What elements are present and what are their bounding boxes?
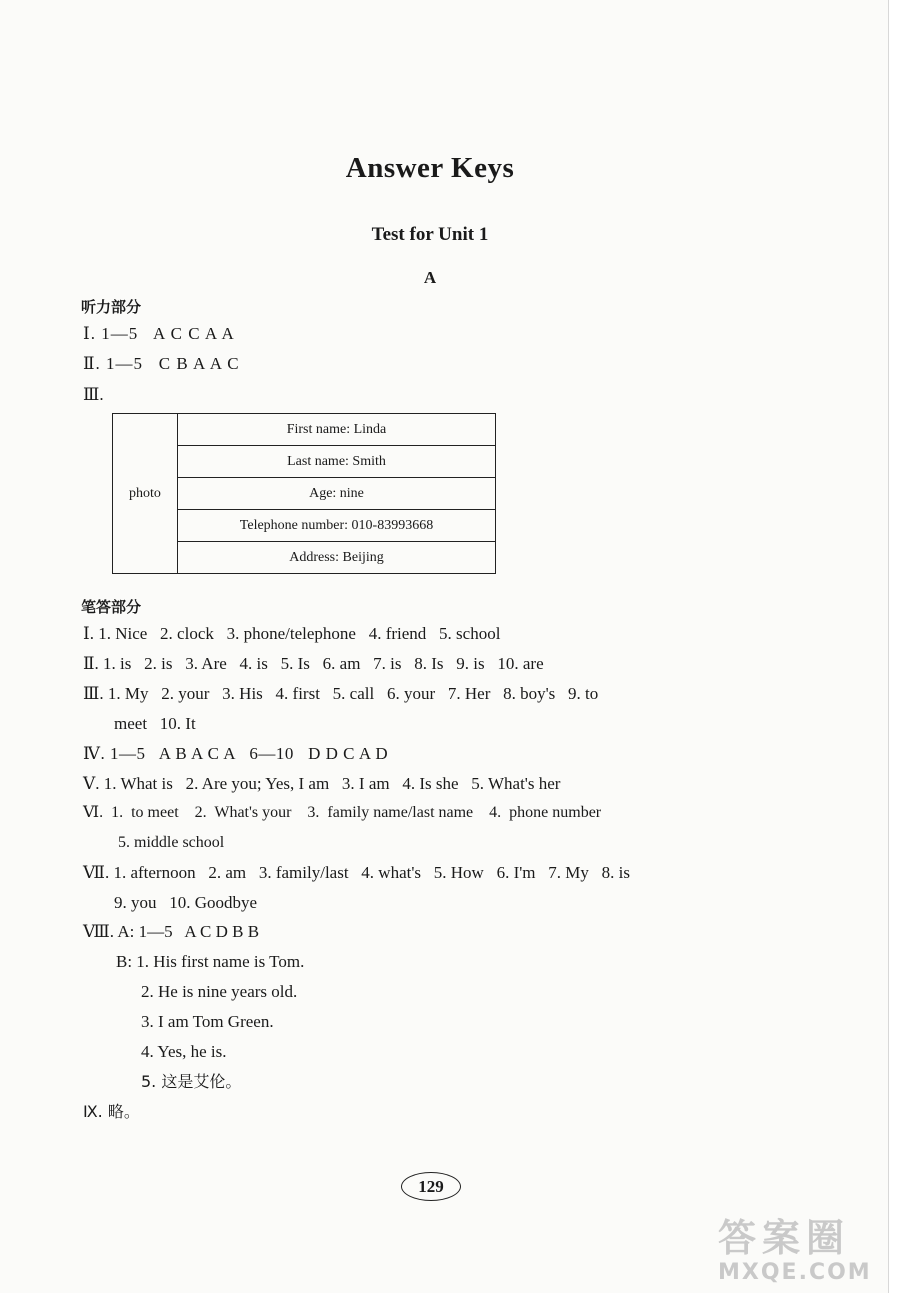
answer-line: 5. 这是艾伦。 — [141, 1072, 242, 1091]
test-title: Test for Unit 1 — [371, 224, 489, 245]
answer-line: B: 1. His first name is Tom. — [116, 952, 305, 971]
part-label: A — [423, 268, 437, 287]
table-row: First name: Linda — [178, 414, 496, 446]
photo-cell: photo — [113, 414, 178, 574]
answer-line: Ⅳ. 1—5 A B A C A 6—10 D D C A D — [83, 744, 389, 763]
answer-line: Ⅴ. 1. What is 2. Are you; Yes, I am 3. I am 4. Is she 5. What's her — [83, 774, 561, 793]
answer-line: Ⅲ. 1. My 2. your 3. His 4. first 5. call 6. your 7. Her 8. boy's 9. to — [83, 684, 599, 703]
answer-line: Ⅸ. 略。 — [83, 1102, 140, 1121]
answer-line: 9. you 10. Goodbye — [114, 893, 258, 912]
answer-line: Ⅶ. 1. afternoon 2. am 3. family/last 4. what's 5. How 6. I'm 7. My 8. is — [83, 863, 630, 882]
watermark-logo — [718, 1216, 886, 1288]
answer-line: Ⅷ. A: 1—5 A C D B B — [83, 922, 260, 941]
table-row: Telephone number: 010-83993668 — [178, 510, 496, 542]
page-edge — [888, 0, 900, 1293]
written-heading: 笔答部分 — [81, 598, 142, 616]
listening-line: Ⅱ. 1—5 C B A A C — [83, 354, 240, 373]
page-number: 129 — [401, 1172, 461, 1201]
table-row: Last name: Smith — [178, 446, 496, 478]
answer-line: Ⅱ. 1. is 2. is 3. Are 4. is 5. Is 6. am 7. is 8. Is 9. is 10. are — [83, 654, 544, 673]
table-row: Address: Beijing — [178, 542, 496, 574]
watermark-text: 答案圈 — [718, 1216, 851, 1260]
page-title: Answer Keys — [345, 152, 515, 184]
answer-line: 2. He is nine years old. — [141, 982, 298, 1001]
watermark-url: MXQE.COM — [718, 1260, 872, 1285]
listening-line: Ⅰ. 1—5 A C C A A — [83, 324, 235, 343]
answer-line: Ⅰ. 1. Nice 2. clock 3. phone/telephone 4. friend 5. school — [83, 624, 501, 643]
answer-line: 5. middle school — [118, 834, 225, 851]
listening-heading: 听力部分 — [81, 298, 142, 316]
listening-line: Ⅲ. — [83, 385, 104, 404]
answer-line: 4. Yes, he is. — [141, 1042, 227, 1061]
table-row: Age: nine — [178, 478, 496, 510]
answer-line: 3. I am Tom Green. — [141, 1012, 274, 1031]
answer-line: Ⅵ. 1. to meet 2. What's your 3. family name/last name 4. phone number — [83, 804, 602, 821]
answer-line: meet 10. It — [114, 714, 196, 733]
info-table — [112, 413, 496, 574]
